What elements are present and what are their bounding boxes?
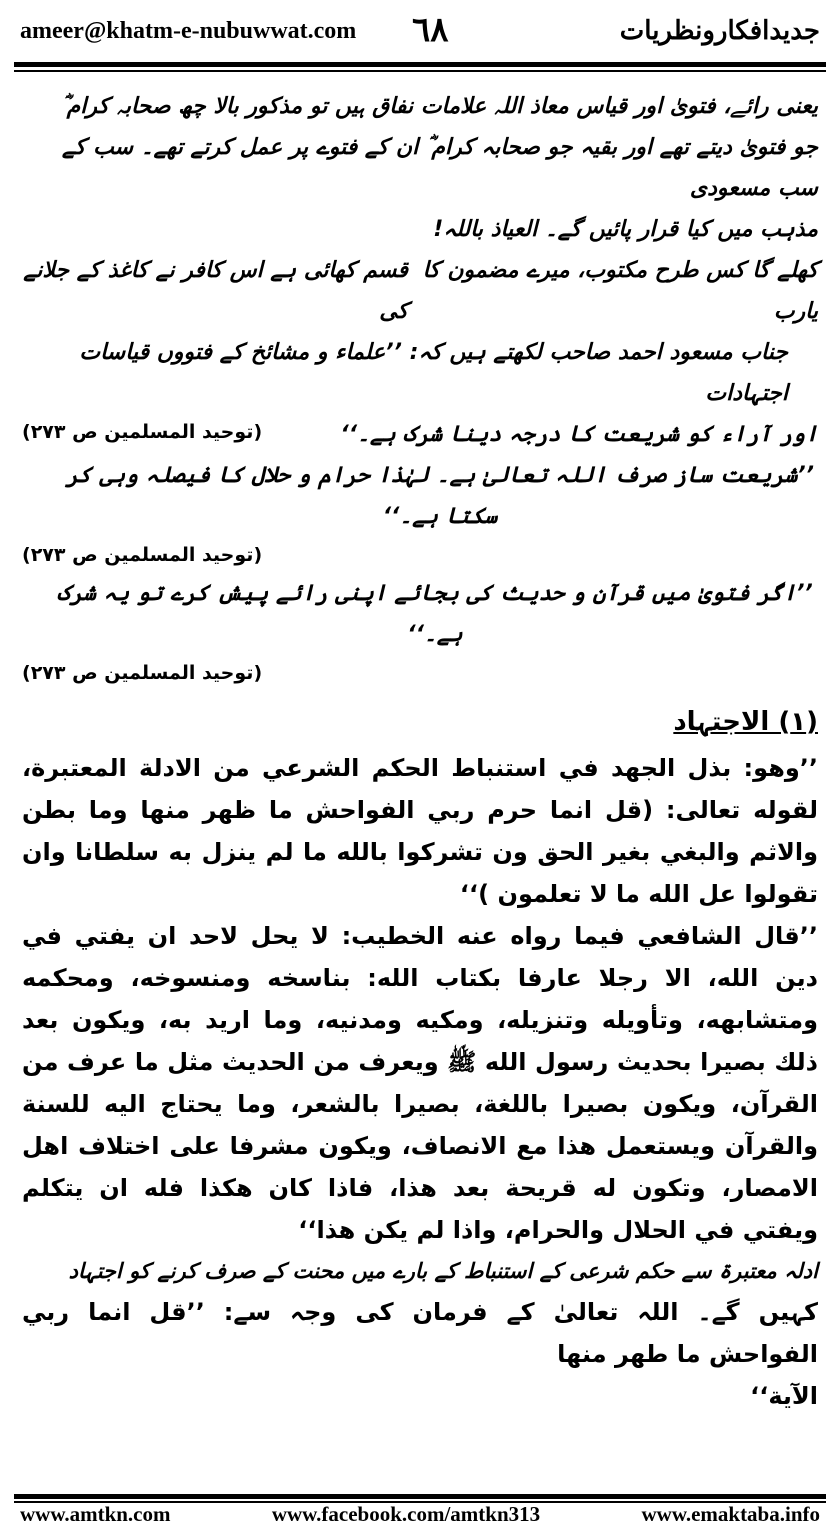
page-header xyxy=(20,10,820,56)
footer-link-emaktaba[interactable]: www.emaktaba.info xyxy=(641,1502,820,1526)
citation-2: (توحید المسلمین ص ۲۷۳) xyxy=(22,544,263,566)
couplet xyxy=(22,250,818,332)
paragraph-2-line-2-row xyxy=(22,414,818,455)
paragraph-1-line-3: مذہب میں کیا قرار پائیں گے۔ العیاذ باللہ! xyxy=(433,217,818,242)
footer-link-facebook[interactable]: www.facebook.com/amtkn313 xyxy=(271,1502,541,1526)
final-mixed-line: کہیں گے۔ اللہ تعالیٰ کے فرمان کی وجہ سے: ’’قل انما ربي الفواحش ما طهر منها xyxy=(22,1298,818,1368)
header-rule-thin xyxy=(14,70,826,72)
quote-2: ’’شریعت ساز صرف اللہ تعالیٰ ہے۔ لہٰذا حرام و حلال کا فیصلہ وہی کر سکتا ہے۔‘‘ xyxy=(66,463,814,529)
book-title: جدیدافکارونظریات xyxy=(619,16,820,46)
citation-1: (توحید المسلمین ص ۲۷۳) xyxy=(22,421,263,443)
citation-3: (توحید المسلمین ص ۲۷۳) xyxy=(22,662,263,684)
footer-rule-thick xyxy=(14,1494,826,1499)
paragraph-2-line-1: جناب مسعود احمد صاحب لکھتے ہیں کہ: ’’علماء و مشائخ کے فتووں قیاسات اجتہادات xyxy=(79,340,788,406)
section-heading: (۱) الاجتہاد xyxy=(673,707,818,737)
page-body xyxy=(22,86,818,1417)
arabic-paragraph-1: ’’وهو: بذل الجهد في استنباط الحكم الشرعي من الادلة المعتبرة، لقوله تعالى: (قل انما حرم ربي الفواحش ما ظهر منها وما بطن والاثم والبغي بغير الحق ون تشركوا بالله ما لم ينزل به سلطانا وان تقولوا عل الله ما لا تعلمون )‘‘ xyxy=(22,754,818,908)
paragraph-2-line-2: اور آراء کو شریعت کا درجہ دینا شرک ہے۔‘‘ xyxy=(340,422,818,447)
paragraph-1-line-2: جو فتویٰ دیتے تھے اور بقیہ جو صحابہ کرام ؓ ان کے فتوے پر عمل کرتے تھے۔ سب کے سب مسعودی xyxy=(62,135,818,201)
footer-link-amtkn[interactable]: www.amtkn.com xyxy=(20,1502,171,1526)
final-urdu-line: ادلہ معتبرۃ سے حکم شرعی کے استنباط کے بارے میں محنت کے صرف کرنے کو اجتہاد xyxy=(68,1259,818,1283)
final-end-line: الآية‘‘ xyxy=(750,1382,818,1410)
paragraph-1-line-1: یعنی رائے، فتویٰ اور قیاس معاذ اللہ علامات نفاق ہیں تو مذکور بالا چھ صحابہ کرام ؓ xyxy=(61,94,818,119)
arabic-paragraph-2: ’’قال الشافعي فيما رواه عنه الخطيب: لا يحل لاحد ان يفتي في دين الله، الا رجلا عارفا بكتاب الله: بناسخه ومنسوخه، ومحكمه ومتشابهه، وتأويله وتنزيله، ومكيه ومدنيه، وما اريد به، ويكون بعد ذلك بصيرا بحديث رسول الله ﷺ ويعرف من الحديث مثل ما عرف من القرآن، ويكون بصيرا باللغة، بصيرا بالشعر، وما يحتاج اليه للسنة والقرآن ويستعمل هذا مع الانصاف، ويكون مشرفا على اختلاف اهل الامصار، وتكون له قريحة بعد هذا، فاذا كان هكذا فله ان يتكلم ويفتي في الحلال والحرام، واذا لم يكن هذا‘‘ xyxy=(22,922,818,1244)
quote-3: ’’اگر فتویٰ میں قرآن و حدیث کی بجائے اپنی رائے پیش کرے تو یہ شرک ہے۔‘‘ xyxy=(57,581,813,647)
couplet-left: قسم کھائی ہے اس کافر نے کاغذ کے جلانے کی xyxy=(23,258,409,324)
page-footer xyxy=(20,1502,820,1532)
header-email: ameer@khatm-e-nubuwwat.com xyxy=(20,18,357,44)
couplet-right: کھلے گا کس طرح مکتوب، میرے مضمون کا یارب xyxy=(422,258,818,324)
page-number: ٦٨ xyxy=(412,10,449,50)
header-rule-thick xyxy=(14,62,826,67)
